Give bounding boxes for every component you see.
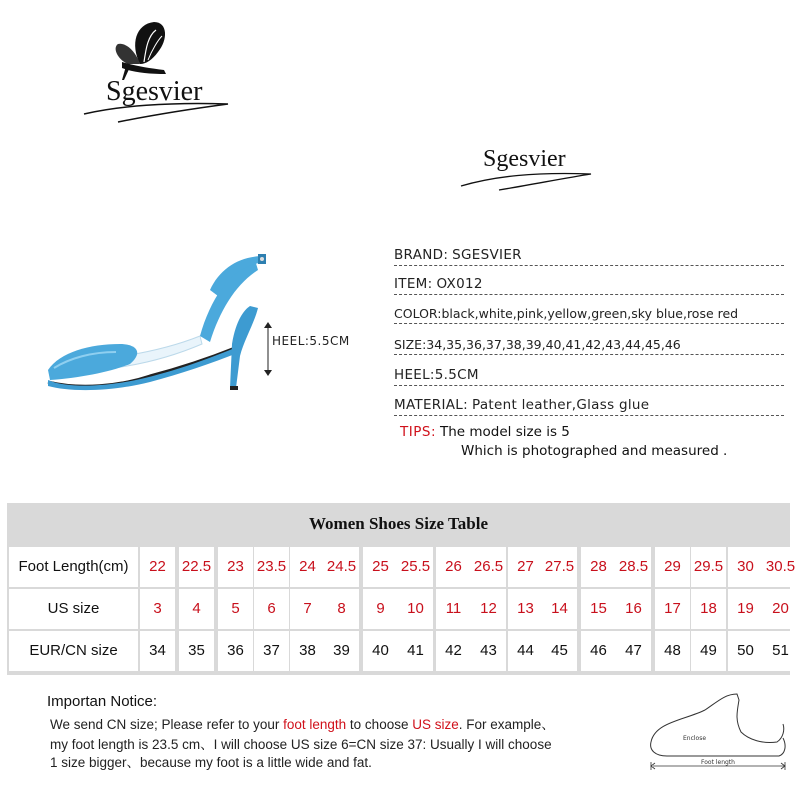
table-cell: 9 bbox=[363, 589, 398, 629]
notice-line-3: 1 size bigger、because my foot is a little wide and fat. bbox=[50, 755, 372, 770]
table-cell: 22.5 bbox=[179, 547, 214, 587]
table-cell: 30.5 bbox=[763, 547, 798, 587]
table-cell: 46 bbox=[581, 631, 616, 671]
notice-title: Importan Notice: bbox=[47, 693, 158, 710]
spec-size bbox=[394, 337, 784, 355]
table-row-label: EUR/CN size bbox=[9, 631, 138, 671]
brand-wordmark-text: Sgesvier bbox=[483, 146, 566, 172]
table-cell: 42 bbox=[436, 631, 471, 671]
table-cell: 38 bbox=[290, 631, 325, 671]
tips-text: The model size is 5 bbox=[440, 424, 570, 440]
brand-logo bbox=[78, 18, 238, 128]
product-image bbox=[40, 240, 280, 405]
table-cell: 12 bbox=[471, 589, 506, 629]
spec-value: Patent leather,Glass glue bbox=[471, 397, 650, 413]
table-cell: 29 bbox=[655, 547, 690, 587]
spec-heel bbox=[394, 367, 784, 386]
table-cell: 18 bbox=[691, 589, 726, 629]
table-cell: 35 bbox=[179, 631, 214, 671]
slingback-sandal-icon bbox=[40, 240, 280, 405]
spec-color bbox=[394, 306, 784, 324]
spec-value: black,white,pink,yellow,green,sky blue,rose red bbox=[441, 306, 739, 321]
table-cell: 23.5 bbox=[254, 547, 289, 587]
table-cell: 24.5 bbox=[324, 547, 359, 587]
notice-highlight-us-size: US size bbox=[412, 717, 459, 732]
size-table-title: Women Shoes Size Table bbox=[308, 514, 488, 533]
table-cell: 22 bbox=[140, 547, 175, 587]
table-cell: 44 bbox=[508, 631, 543, 671]
table-cell: 14 bbox=[542, 589, 577, 629]
table-cell: 6 bbox=[254, 589, 289, 629]
table-cell: 17 bbox=[655, 589, 690, 629]
table-cell: 50 bbox=[728, 631, 763, 671]
table-cell: 41 bbox=[398, 631, 433, 671]
size-table bbox=[7, 503, 796, 675]
tips-line-2: Which is photographed and measured . bbox=[461, 443, 728, 459]
table-cell: 5 bbox=[218, 589, 253, 629]
spec-value: SGESVIER bbox=[452, 247, 522, 263]
table-cell: 45 bbox=[542, 631, 577, 671]
spec-value: 34,35,36,37,38,39,40,41,42,43,44,45,46 bbox=[426, 337, 681, 352]
table-cell: 13 bbox=[508, 589, 543, 629]
table-cell: 23 bbox=[218, 547, 253, 587]
spec-value: OX012 bbox=[436, 276, 483, 292]
table-cell: 4 bbox=[179, 589, 214, 629]
notice-text: We send CN size; Please refer to your bbox=[50, 717, 284, 732]
spec-key: SIZE: bbox=[394, 337, 427, 352]
table-cell: 7 bbox=[290, 589, 325, 629]
notice-text: . For example、 bbox=[458, 717, 555, 732]
table-cell: 43 bbox=[471, 631, 506, 671]
tips-line-1 bbox=[400, 424, 570, 440]
spec-material bbox=[394, 397, 784, 416]
spec-value: 5.5CM bbox=[434, 367, 479, 383]
table-cell: 28 bbox=[581, 547, 616, 587]
spec-key: ITEM: bbox=[394, 276, 433, 292]
table-cell: 19 bbox=[728, 589, 763, 629]
table-cell: 24 bbox=[290, 547, 325, 587]
notice-line-2: my foot length is 23.5 cm、I will choose US size 6=CN size 37: Usually I will choose bbox=[50, 737, 552, 752]
spec-key: MATERIAL: bbox=[394, 397, 468, 413]
table-cell: 34 bbox=[140, 631, 175, 671]
notice-line-1 bbox=[50, 713, 555, 733]
table-cell: 49 bbox=[691, 631, 726, 671]
notice-text: to choose bbox=[346, 717, 413, 732]
spec-key: BRAND: bbox=[394, 247, 449, 263]
table-cell: 51 bbox=[763, 631, 798, 671]
table-cell: 29.5 bbox=[691, 547, 726, 587]
table-row-label: US size bbox=[9, 589, 138, 629]
table-cell: 15 bbox=[581, 589, 616, 629]
table-cell: 3 bbox=[140, 589, 175, 629]
table-cell: 26 bbox=[436, 547, 471, 587]
table-cell: 27.5 bbox=[542, 547, 577, 587]
heel-height-label: HEEL:5.5CM bbox=[272, 334, 350, 348]
diagram-label-foot-length: Foot length bbox=[701, 759, 735, 766]
spec-key: COLOR: bbox=[394, 306, 442, 321]
tips-label: TIPS: bbox=[400, 424, 436, 440]
vertical-arrow-icon bbox=[262, 320, 274, 378]
table-cell: 25.5 bbox=[398, 547, 433, 587]
table-row bbox=[7, 589, 790, 629]
table-cell: 36 bbox=[218, 631, 253, 671]
spec-brand bbox=[394, 247, 784, 266]
heel-height-marker bbox=[262, 320, 372, 378]
table-row-label: Foot Length(cm) bbox=[9, 547, 138, 587]
table-cell: 48 bbox=[655, 631, 690, 671]
table-cell: 30 bbox=[728, 547, 763, 587]
table-cell: 20 bbox=[763, 589, 798, 629]
notice-highlight-foot-length: foot length bbox=[283, 717, 347, 732]
table-cell: 11 bbox=[436, 589, 471, 629]
table-cell: 8 bbox=[324, 589, 359, 629]
table-cell: 10 bbox=[398, 589, 433, 629]
spec-key: HEEL: bbox=[394, 367, 435, 383]
butterfly-heel-logo-icon bbox=[78, 18, 238, 128]
swash-underline-icon bbox=[455, 140, 595, 195]
table-cell: 40 bbox=[363, 631, 398, 671]
table-cell: 37 bbox=[254, 631, 289, 671]
table-cell: 47 bbox=[616, 631, 651, 671]
diagram-label-enclose: Enclose bbox=[683, 735, 707, 742]
table-row bbox=[7, 547, 796, 587]
table-cell: 25 bbox=[363, 547, 398, 587]
brand-wordmark bbox=[455, 140, 595, 195]
table-cell: 16 bbox=[616, 589, 651, 629]
foot-outline-icon bbox=[645, 688, 793, 774]
brand-logo-text: Sgesvier bbox=[106, 76, 203, 107]
table-cell: 28.5 bbox=[616, 547, 651, 587]
spec-item bbox=[394, 276, 784, 295]
table-cell: 39 bbox=[324, 631, 359, 671]
foot-measure-diagram bbox=[645, 688, 793, 774]
table-cell: 27 bbox=[508, 547, 543, 587]
table-cell: 26.5 bbox=[471, 547, 506, 587]
table-row bbox=[7, 631, 790, 671]
